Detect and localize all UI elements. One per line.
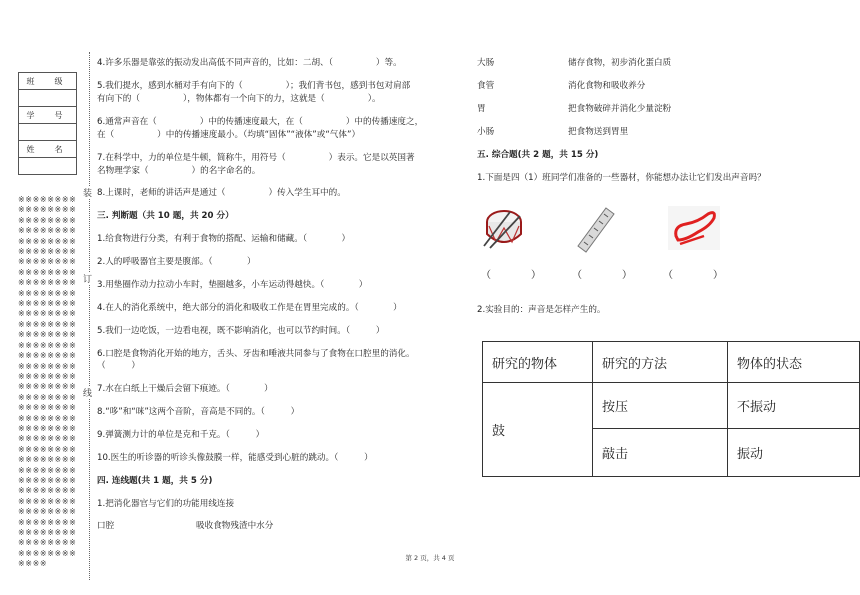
question-7-line1: 7.在科学中，力的单位是牛顿，简称牛，用符号（ ）表示。它是以英国著 <box>97 153 415 163</box>
section-5-heading: 五. 综合题(共 2 题，共 15 分) <box>477 150 599 160</box>
ruler-answer-paren[interactable]: （ ） <box>572 270 632 281</box>
rubber-band-answer-paren[interactable]: （ ） <box>663 270 723 281</box>
question-4: 4.许多乐器是靠弦的振动发出高低不同声音的，比如：二胡、（ ）等。 <box>97 58 402 68</box>
judge-3: 3.用垫圈作动力拉动小车时，垫圈越多，小车运动得越快。（ ） <box>97 280 368 290</box>
match-function-4: 把食物破碎并消化少量淀粉 <box>568 104 672 114</box>
method-strike: 敲击 <box>593 429 728 477</box>
ruler-image <box>576 206 616 254</box>
judge-9: 9.弹簧测力计的单位是克和千克。（ ） <box>97 430 265 440</box>
match-function-3: 消化食物和吸收养分 <box>568 81 646 91</box>
drum-image <box>480 204 528 252</box>
student-number-label: 学 号 <box>19 107 77 124</box>
match-function-2: 储存食物，初步消化蛋白质 <box>568 58 672 68</box>
method-press: 按压 <box>593 383 728 429</box>
judge-5: 5.我们一边吃饭，一边看电视，既不影响消化，也可以节约时间。（ ） <box>97 326 385 336</box>
header-state: 物体的状态 <box>728 342 860 383</box>
question-6-line1: 6.通常声音在（ ）中的传播速度最大，在（ ）中的传播速度之， <box>97 117 424 127</box>
state-vibration: 振动 <box>728 429 860 477</box>
question-8: 8.上课时，老师的讲话声是通过（ ）传入学生耳中的。 <box>97 188 346 198</box>
judge-10: 10.医生的听诊器的听诊头像鼓膜一样，能感受到心脏的跳动。（ ） <box>97 453 373 463</box>
match-organ-mouth: 口腔 <box>97 521 115 531</box>
judge-8: 8.“哆”和“咪”这两个音阶，音高是不同的。（ ） <box>97 407 300 417</box>
judge-7: 7.水在白纸上干燥后会留下痕迹。（ ） <box>97 384 273 394</box>
section-4-heading: 四. 连线题(共 1 题，共 5 分) <box>97 476 213 486</box>
object-drum: 鼓 <box>483 383 593 477</box>
rubber-band-image <box>668 206 720 250</box>
match-instruction: 1.把消化器官与它们的功能用线连接 <box>97 499 235 509</box>
match-organ-4: 胃 <box>477 104 486 114</box>
class-field[interactable] <box>19 90 77 107</box>
binding-char-ding: 订 <box>83 272 92 285</box>
binding-char-xian: 线 <box>83 386 92 399</box>
section-3-heading: 三. 判断题（共 10 题，共 20 分） <box>97 211 234 221</box>
header-object: 研究的物体 <box>483 342 593 383</box>
experiment-table <box>482 341 860 477</box>
binding-char-zhuang: 装 <box>83 186 92 199</box>
name-field[interactable] <box>19 158 77 175</box>
class-label: 班 级 <box>19 73 77 90</box>
judge-4: 4.在人的消化系统中，绝大部分的消化和吸收工作是在胃里完成的。（ ） <box>97 303 402 313</box>
judge-1: 1.给食物进行分类，有利于食物的搭配、运输和储藏。（ ） <box>97 234 351 244</box>
drum-answer-paren[interactable]: （ ） <box>481 270 541 281</box>
student-info-table <box>18 72 77 175</box>
seal-hatch-pattern: ※※※※※※※※※※※※※※※※※※※※※※※※※※※※※※※※※※※※※※※※※※※※※※※※※※※※※※※※※※※※※※※※※※※※※※※※※※※※※※※※※※※※※※※※※※※※※※※※※※※※※※※※※※※※※※※※※※※※※※※※※※※※※※※※※※※※※※※※※※※※※※※※※※※※※※※※※※※※※※※※※※※※※※※※※※※※※※※※※※※※※※※※※※※※※※※※※※※※※※※※※※※※※※※※※※※※※※※※※※※※※※※※※※※※※※※※※※※※※※※※※※※※※※※※※※※※※※※※※※※※※※※※※※※※※※※※※※※※※※※※※※※※ <box>18 195 77 569</box>
name-label: 姓 名 <box>19 141 77 158</box>
judge-2: 2.人的呼吸器官主要是腹部。（ ） <box>97 257 256 267</box>
question-6-line2: 在（ ）中的传播速度最小。（均填“固体”“液体”或“气体”） <box>97 130 361 140</box>
match-organ-3: 食管 <box>477 81 495 91</box>
judge-6-line2: （ ） <box>97 361 140 371</box>
comprehensive-1: 1.下面是四（1）班同学们准备的一些器材，你能想办法让它们发出声音吗？ <box>477 173 766 183</box>
binding-line <box>89 52 90 580</box>
match-organ-2: 大肠 <box>477 58 495 68</box>
match-organ-5: 小肠 <box>477 127 495 137</box>
question-5-line1: 5.我们提水，感到水桶对手有向下的（ ）；我们背书包，感到书包对肩部 <box>97 81 411 91</box>
comprehensive-2: 2.实验目的：声音是怎样产生的。 <box>477 305 606 315</box>
judge-6-line1: 6.口腔是食物消化开始的地方，舌头、牙齿和唾液共同参与了食物在口腔里的消化。 <box>97 349 415 359</box>
question-7-line2: 名物理学家（ ）的名字命名的。 <box>97 166 261 176</box>
question-5-line2: 有向下的（ ），物体都有一个向下的力，这就是（ ）。 <box>97 94 381 104</box>
state-no-vibration: 不振动 <box>728 383 860 429</box>
header-method: 研究的方法 <box>593 342 728 383</box>
student-number-field[interactable] <box>19 124 77 141</box>
match-function-5: 把食物送到胃里 <box>568 127 629 137</box>
match-function-large-intestine: 吸收食物残渣中水分 <box>196 521 274 531</box>
page-footer: 第 2 页，共 4 页 <box>405 554 455 562</box>
